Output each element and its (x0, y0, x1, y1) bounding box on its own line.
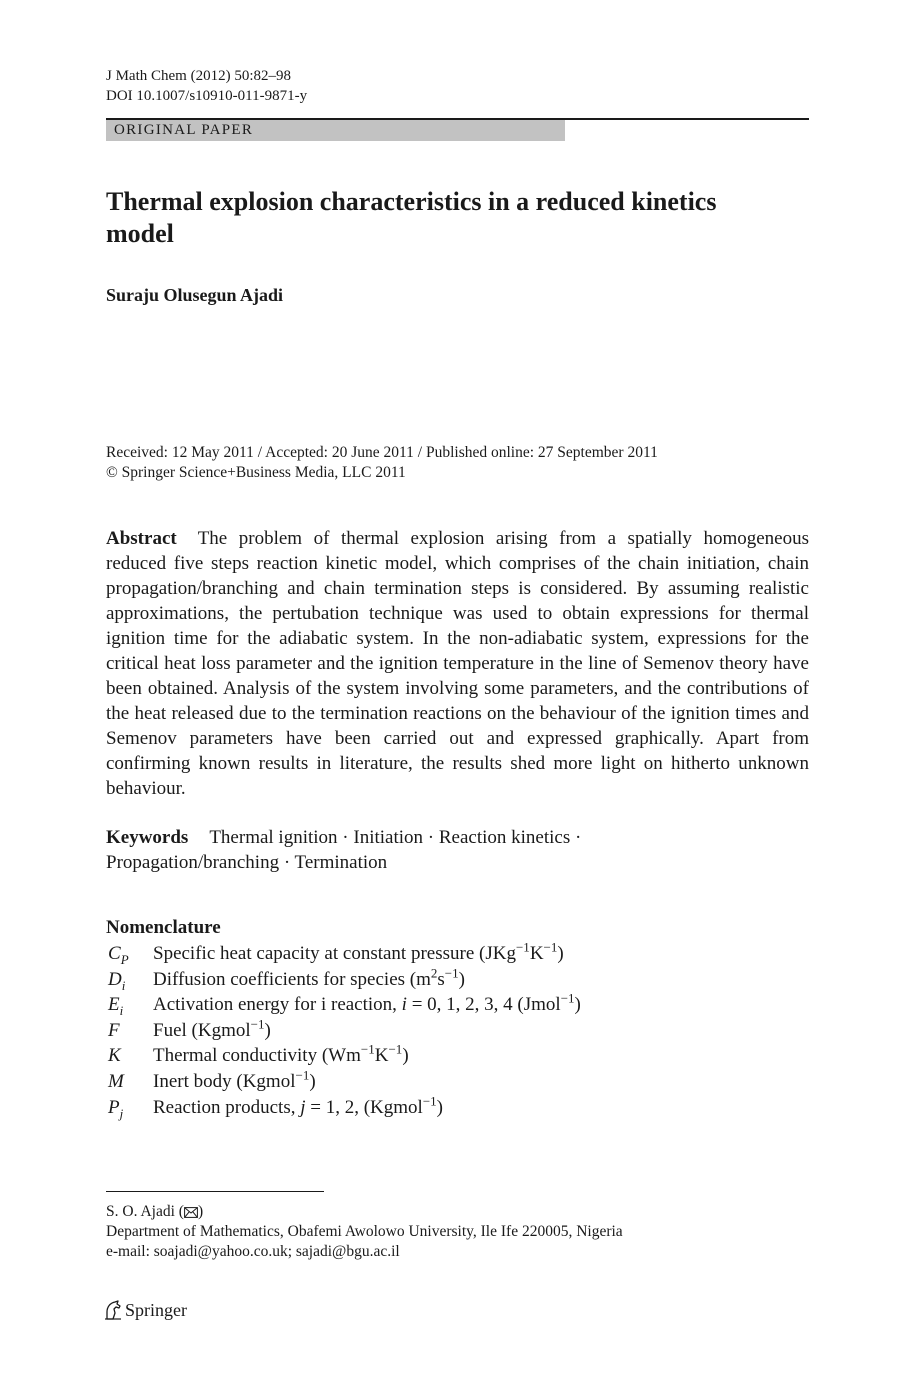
copyright-line: © Springer Science+Business Media, LLC 2011 (106, 464, 406, 481)
nomenclature-heading: Nomenclature (106, 917, 221, 938)
springer-horse-icon (104, 1300, 122, 1320)
nomenclature-row (106, 967, 806, 993)
abstract-text: The problem of thermal explosion arising from a spatially homogeneous reduced five steps reaction kinetic model, which comprises of the chain initiation, chain propagation/branching and chain termination steps is considered. By assuming realistic approximations, the pertubation technique was used to obtain expressions for thermal ignition time for the adiabatic system. In the non-adiabatic system, expressions for the critical heat loss parameter and the ignition temperature in the line of Semenov theory have been obtained. Analysis of the system involving some parameters, and the contributions of the heat released due to the termination reactions on the behaviour of the ignition times and Semenov parameters have been carried out and expressed graphically. Apart from confirming known results in literature, the results shed more light on hitherto unknown behaviour. (106, 528, 809, 799)
nomenclature-symbol: $E_i$ (108, 994, 124, 1018)
publication-dates: Received: 12 May 2011 / Accepted: 20 June 2011 / Published online: 27 September 2011 (106, 444, 658, 461)
nomenclature-row (106, 1043, 806, 1069)
nomenclature-description: Thermal conductivity $(Wm^{-1}K^{-1})$ (153, 1042, 409, 1067)
nomenclature-symbol: M (108, 1070, 124, 1092)
envelope-icon (184, 1207, 198, 1218)
author-name: Suraju Olusegun Ajadi (106, 285, 284, 305)
nomenclature-list (106, 941, 806, 1120)
footnote-author-name: S. O. Ajadi ( (106, 1203, 184, 1220)
paper-title: Thermal explosion characteristics in a reduced kinetics model (106, 187, 717, 248)
journal-doi: DOI 10.1007/s10910-011-9871-y (106, 88, 308, 104)
keywords-label: Keywords (106, 827, 189, 848)
article-type-label: ORIGINAL PAPER (114, 122, 254, 138)
nomenclature-row (106, 1018, 806, 1044)
footnote-rule (106, 1191, 324, 1192)
footnote-author-close: ) (197, 1203, 204, 1220)
nomenclature-symbol: $C_P$ (108, 943, 129, 967)
footnote-author (106, 1202, 203, 1222)
publisher-logo (104, 1298, 187, 1322)
article-type-banner (106, 120, 565, 141)
nomenclature-description: Inert body (Kgmol$^{-1}$) (153, 1067, 316, 1092)
nomenclature-symbol: K (108, 1045, 121, 1067)
footnote-email: e-mail: soajadi@yahoo.co.uk; sajadi@bgu.ac.il (106, 1243, 400, 1260)
keywords (106, 825, 666, 875)
nomenclature-row (106, 1069, 806, 1095)
journal-citation: J Math Chem (2012) 50:82–98 (106, 68, 291, 84)
nomenclature-row (106, 992, 806, 1018)
nomenclature-description: Fuel (Kgmol$^{-1}$) (153, 1016, 271, 1041)
nomenclature-row (106, 941, 806, 967)
nomenclature-symbol: $D_i$ (108, 968, 126, 993)
nomenclature-symbol: $P_j$ (108, 1096, 124, 1121)
nomenclature-row (106, 1095, 806, 1121)
nomenclature-description: Reaction products, j = 1, 2, (Kgmol$^{-1}$) (153, 1093, 443, 1118)
abstract (106, 526, 809, 801)
nomenclature-description: Diffusion coefficients for species $(m^2s^{-1})$ (153, 965, 465, 990)
keywords-text: Thermal ignition · Initiation · Reaction kinetics · Propagation/branching · Termination (106, 827, 582, 873)
nomenclature-description: Specific heat capacity at constant pressure $(JKg^{-1}K^{-1})$ (153, 939, 564, 964)
nomenclature-description: Activation energy for i reaction, i = 0, 1, 2, 3, 4 (Jmol$^{-1}$) (153, 990, 581, 1016)
publisher-name: Springer (125, 1300, 187, 1320)
footnote-affiliation: Department of Mathematics, Obafemi Awolowo University, Ile Ife 220005, Nigeria (106, 1223, 623, 1240)
abstract-label: Abstract (106, 528, 177, 549)
nomenclature-symbol: F (108, 1019, 120, 1041)
